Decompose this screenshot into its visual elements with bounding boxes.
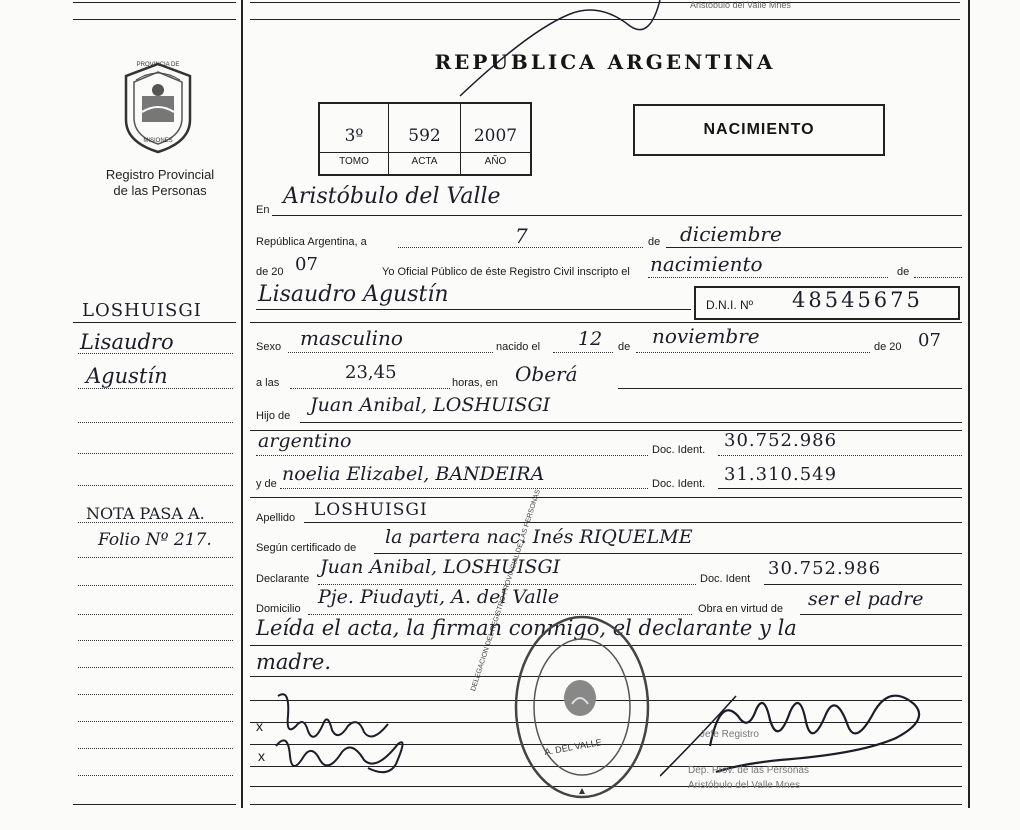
- form-dotted-rule: [718, 455, 962, 456]
- ano-value: 2007: [473, 126, 518, 146]
- certificate-issuer: la partera nac. Inés RIQUELME: [385, 526, 693, 548]
- form-rule: [250, 430, 962, 431]
- form-rule: [666, 247, 962, 248]
- margin-rule: [73, 322, 236, 323]
- margin-dotted-rule: [78, 775, 233, 776]
- margin-rule: [73, 2, 236, 3]
- form-rule: [374, 553, 962, 554]
- de-label: de: [648, 236, 661, 248]
- sex-value: masculino: [300, 326, 403, 350]
- official-stamp-line2: Dep. Prov. de las Personas: [688, 765, 809, 776]
- birth-hour: 23,45: [345, 362, 397, 383]
- form-dotted-rule: [553, 352, 613, 353]
- father-nationality: argentino: [258, 430, 352, 452]
- declarant-document: 30.752.986: [768, 558, 882, 579]
- page-right-border: [968, 0, 970, 808]
- margin-dotted-rule: [78, 388, 233, 389]
- mother-document: 31.310.549: [724, 464, 838, 485]
- column-divider: [241, 0, 243, 808]
- apellido-label: Apellido: [256, 512, 296, 524]
- form-rule: [250, 497, 962, 498]
- domicilio-label: Domicilio: [256, 603, 301, 615]
- dni-number: 48545675: [792, 288, 923, 312]
- margin-dotted-rule: [78, 422, 233, 423]
- registration-month: diciembre: [680, 222, 782, 246]
- birth-year: 07: [918, 330, 941, 351]
- declarant-address: Pje. Piudayti, A. del Valle: [318, 586, 560, 608]
- margin-dotted-rule: [78, 614, 233, 615]
- form-dotted-rule: [914, 277, 962, 278]
- declarant-capacity: ser el padre: [808, 588, 924, 610]
- mother-name: noelia Elizabel, BANDEIRA: [282, 463, 545, 485]
- form-rule: [256, 309, 691, 310]
- birth-registry-city: Aristóbulo del Valle: [283, 184, 501, 209]
- signature-mark-1: x: [256, 718, 263, 734]
- doc-ident-label-2: Doc. Ident.: [652, 478, 706, 490]
- form-rule: [300, 422, 962, 423]
- de-label-2: de: [897, 266, 910, 278]
- margin-rule: [73, 804, 236, 805]
- child-full-name: Lisaudro Agustín: [258, 282, 449, 307]
- seal-bottom-text: MISIONES: [143, 138, 173, 144]
- bottom-rule: [250, 804, 962, 805]
- top-stamp-text: Aristobulo del Valle Mnes: [690, 0, 791, 10]
- seal-top-text: PROVINCIA DE: [136, 62, 180, 68]
- father-name: Juan Anibal, LOSHUISGI: [310, 394, 551, 416]
- pen-stroke-icon: [450, 0, 690, 100]
- en-label: En: [256, 204, 270, 216]
- sexo-label: Sexo: [256, 341, 282, 353]
- declarant-name: Juan Anibal, LOSHUISGI: [320, 556, 561, 578]
- tomo-value: 3º: [344, 126, 364, 146]
- doc-ident-label-1: Doc. Ident.: [652, 444, 706, 456]
- year2-prefix-label: de 20: [874, 341, 902, 353]
- registry-name-line2: de las Personas: [113, 183, 207, 198]
- stamp-ring-text: DELEGACION DEL REGISTRO PROVINCIAL DE LAS PERSONAS: [470, 488, 543, 693]
- registry-name-line1: Registro Provincial: [105, 167, 215, 182]
- nacido-label: nacido el: [496, 341, 541, 353]
- stamp-center-text: A. DEL VALLE: [543, 737, 603, 757]
- form-rule: [618, 388, 962, 389]
- acta-label: ACTA: [411, 156, 438, 167]
- form-dotted-rule: [256, 455, 648, 456]
- doc-ident-label-3: Doc. Ident: [700, 573, 751, 585]
- margin-dotted-rule: [78, 694, 233, 695]
- margin-dotted-rule: [78, 585, 233, 586]
- margin-first-name: Lisaudro: [80, 330, 174, 354]
- tomo-label: TOMO: [339, 156, 369, 167]
- margin-second-name: Agustín: [86, 364, 168, 388]
- official-stamp-line1: Jefe Registro: [700, 729, 759, 740]
- margin-note-line1: NOTA PASA A.: [86, 504, 205, 523]
- margin-dotted-rule: [78, 748, 233, 749]
- birth-month: noviembre: [652, 324, 760, 348]
- margin-dotted-rule: [78, 485, 233, 486]
- form-dotted-rule: [290, 388, 450, 389]
- segun-label: Según certificado de: [256, 542, 357, 554]
- child-surname: LOSHUISGI: [314, 500, 428, 520]
- form-dotted-rule: [648, 277, 888, 278]
- hijo-label: Hijo de: [256, 410, 291, 422]
- dni-label: D.N.I. Nº: [706, 298, 754, 312]
- parent-signatures-icon: [268, 686, 418, 786]
- record-number-box: [318, 102, 532, 176]
- republica-label: República Argentina, a: [256, 236, 367, 248]
- birth-place: Oberá: [515, 362, 578, 386]
- closing-statement-line1: Leída el acta, la firman conmigo, el declarante y la: [256, 616, 797, 640]
- country-title: REPUBLICA ARGENTINA: [434, 50, 776, 74]
- form-rule: [304, 522, 962, 523]
- form-rule: [250, 322, 962, 323]
- official-label: Yo Oficial Público de éste Registro Civil inscripto el: [382, 266, 630, 278]
- obra-label: Obra en virtud de: [698, 603, 783, 615]
- margin-dotted-rule: [78, 667, 233, 668]
- signature-mark-2: x: [258, 748, 265, 764]
- birth-day: 12: [578, 328, 603, 350]
- margin-surname: LOSHUISGI: [82, 300, 202, 321]
- declarante-label: Declarante: [256, 573, 310, 585]
- margin-rule: [73, 19, 236, 20]
- ano-label: AÑO: [484, 156, 507, 167]
- official-stamp-line3: Aristóbulo del Valle Mnes: [688, 780, 801, 791]
- horas-label: horas, en: [452, 377, 498, 389]
- document-type-box: NACIMIENTO: [633, 104, 885, 156]
- margin-dotted-rule: [78, 453, 233, 454]
- closing-statement-line2: madre.: [256, 650, 332, 674]
- form-rule: [764, 584, 962, 585]
- form-rule: [718, 488, 962, 489]
- form-rule: [272, 215, 962, 216]
- form-rule: [800, 614, 962, 615]
- delegation-round-stamp-icon: [512, 612, 652, 802]
- form-dotted-rule: [636, 352, 870, 353]
- de-label-3: de: [618, 341, 631, 353]
- registration-year: 07: [295, 254, 318, 275]
- margin-note-line2: Folio Nº 217.: [98, 530, 212, 550]
- year-prefix-label: de 20: [256, 266, 284, 278]
- margin-dotted-rule: [78, 640, 233, 641]
- father-document: 30.752.986: [724, 430, 838, 451]
- registration-day: 7: [515, 224, 528, 248]
- form-dotted-rule: [280, 488, 648, 489]
- inscription-type: nacimiento: [650, 252, 763, 276]
- a-las-label: a las: [256, 377, 280, 389]
- margin-dotted-rule: [78, 721, 233, 722]
- y-de-label: y de: [256, 478, 277, 490]
- margin-dotted-rule: [78, 557, 233, 558]
- form-dotted-rule: [288, 352, 493, 353]
- acta-value: 592: [408, 126, 441, 146]
- dni-box: [694, 286, 960, 320]
